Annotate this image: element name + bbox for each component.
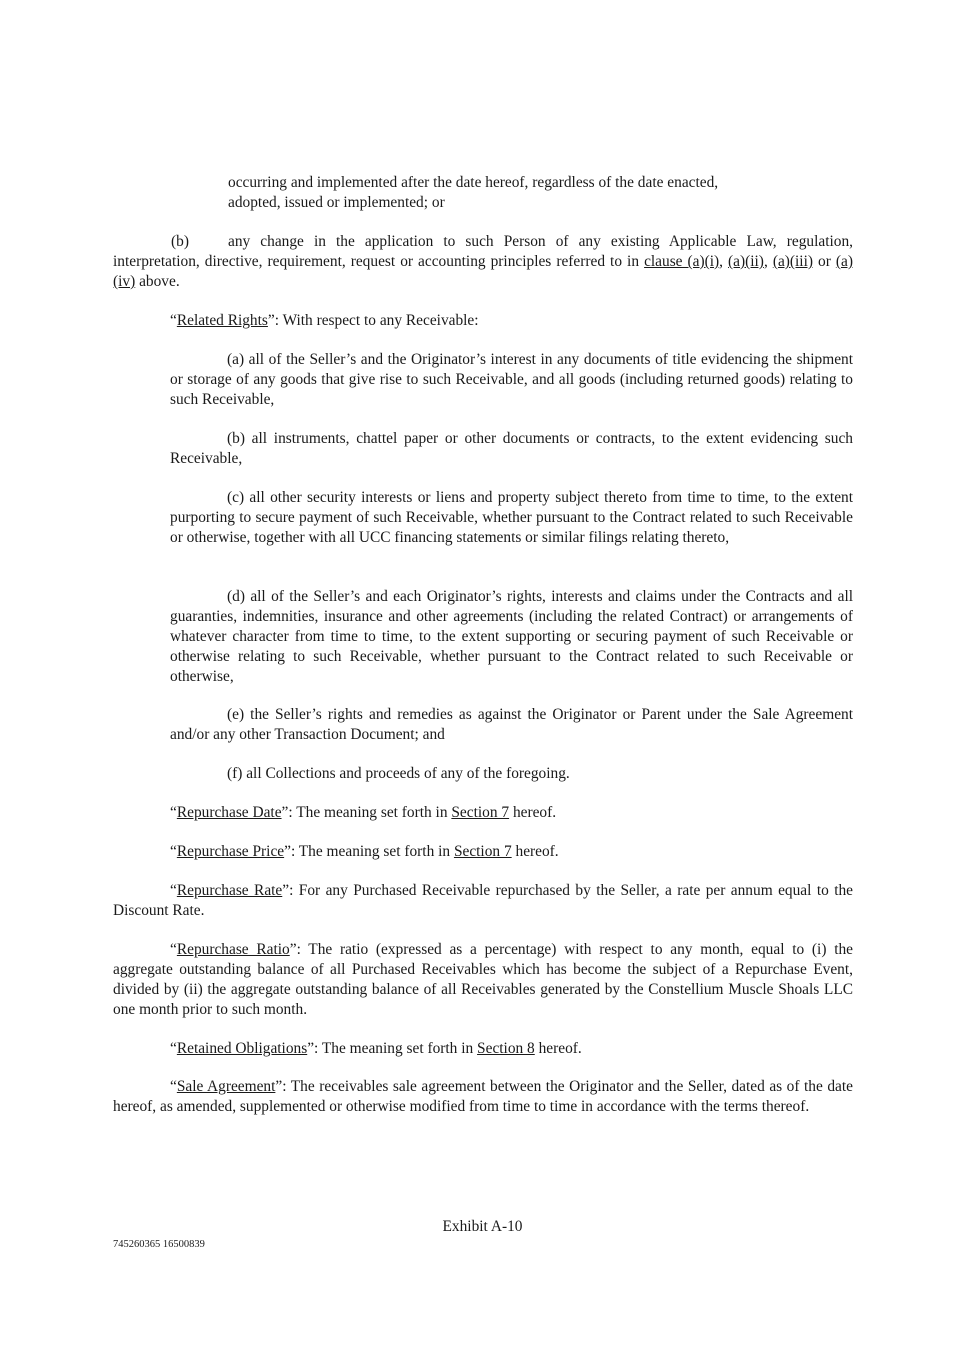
clause-b-label: (b) <box>171 233 189 250</box>
clause-ref-aii: (a)(ii) <box>728 253 764 270</box>
definition-repurchase-rate: “Repurchase Rate”: For any Purchased Receivable repurchased by the Seller, a rate per annum equal to the Discount Rate. <box>113 882 854 919</box>
defined-term: Repurchase Ratio <box>176 941 290 958</box>
definition-retained-obligations: “Retained Obligations”: The meaning set forth in Section 8 hereof. <box>170 1040 582 1057</box>
clause-ref-aiii: (a)(iii) <box>772 253 813 270</box>
defined-term: Sale Agreement <box>176 1078 276 1095</box>
definition-repurchase-price: “Repurchase Price”: The meaning set forth in Section 7 hereof. <box>170 843 559 860</box>
related-rights-item-f: (f) all Collections and proceeds of any of the foregoing. <box>227 765 570 782</box>
page-footer-label: Exhibit A-10 <box>442 1218 523 1235</box>
related-rights-item-a: (a) all of the Seller’s and the Originator’s interest in any documents of title evidencing the shipment or storage of any goods that give rise to such Receivable, and all goods (including returned goods) relating to such Receivable, <box>170 351 853 408</box>
related-rights-item-e: (e) the Seller’s rights and remedies as against the Originator or Parent under the Sale Agreement and/or any other Transaction Document; and <box>170 706 853 743</box>
related-rights-item-b: (b) all instruments, chattel paper or other documents or contracts, to the extent evidencing such Receivable, <box>170 430 853 467</box>
defined-term: Repurchase Date <box>176 804 282 821</box>
defined-term: Repurchase Rate <box>176 882 283 899</box>
defined-term: Related Rights <box>176 312 268 329</box>
continued-clause: occurring and implemented after the date hereof, regardless of the date enacted, adopted, issued or implemented; or <box>228 174 719 211</box>
definition-repurchase-ratio: “Repurchase Ratio”: The ratio (expressed as a percentage) with respect to any month, equal to (i) the aggregate outstanding balance of all Purchased Receivables which has become the subject of a Repurchase Event, divided by (ii) the aggregate outstanding balance of all Receivables generated by the Constellium Muscle Shoals LLC one month prior to such month. <box>113 941 853 1018</box>
clause-b-paragraph: (b) any change in the application to such Person of any existing Applicable Law, regulation, interpretation, directive, requirement, request or accounting principles referred to in clause (a)(i), (a)(ii), (a)(iii) or (a)(iv) above. <box>113 233 853 290</box>
document-id: 745260365 16500839 <box>113 1239 205 1250</box>
section-ref: Section 7 <box>451 804 510 821</box>
definition-sale-agreement: “Sale Agreement”: The receivables sale agreement between the Originator and the Seller, dated as of the date hereof, as amended, supplemented or otherwise modified from time to time in accordance with the terms thereof. <box>113 1078 853 1115</box>
clause-ref-ai: clause (a)(i) <box>644 253 720 270</box>
defined-term: Retained Obligations <box>176 1040 308 1057</box>
clause-ref-aiv: (a)(iv) <box>113 253 853 290</box>
related-rights-item-d: (d) all of the Seller’s and each Originator’s rights, interests and claims under the Contracts and all guaranties, indemnities, insurance and other agreements (including the related Contract) or arrangements of whatever character from time to time, to the extent supporting or securing payment of such Receivable or otherwise relating to such Receivable, whether pursuant to the Contract related to such Receivable or otherwise, <box>170 588 853 685</box>
definition-related-rights: “Related Rights”: With respect to any Receivable: <box>170 312 479 329</box>
definition-repurchase-date: “Repurchase Date”: The meaning set forth in Section 7 hereof. <box>170 804 557 821</box>
related-rights-item-c: (c) all other security interests or liens and property subject thereto from time to time, to the extent purporting to secure payment of such Receivable, whether pursuant to the Contract related to such Receivable or otherwise, together with all UCC financing statements or similar filings relating thereto, <box>170 489 853 546</box>
section-ref: Section 7 <box>453 843 512 860</box>
section-ref: Section 8 <box>477 1040 535 1057</box>
defined-term: Repurchase Price <box>176 843 285 860</box>
